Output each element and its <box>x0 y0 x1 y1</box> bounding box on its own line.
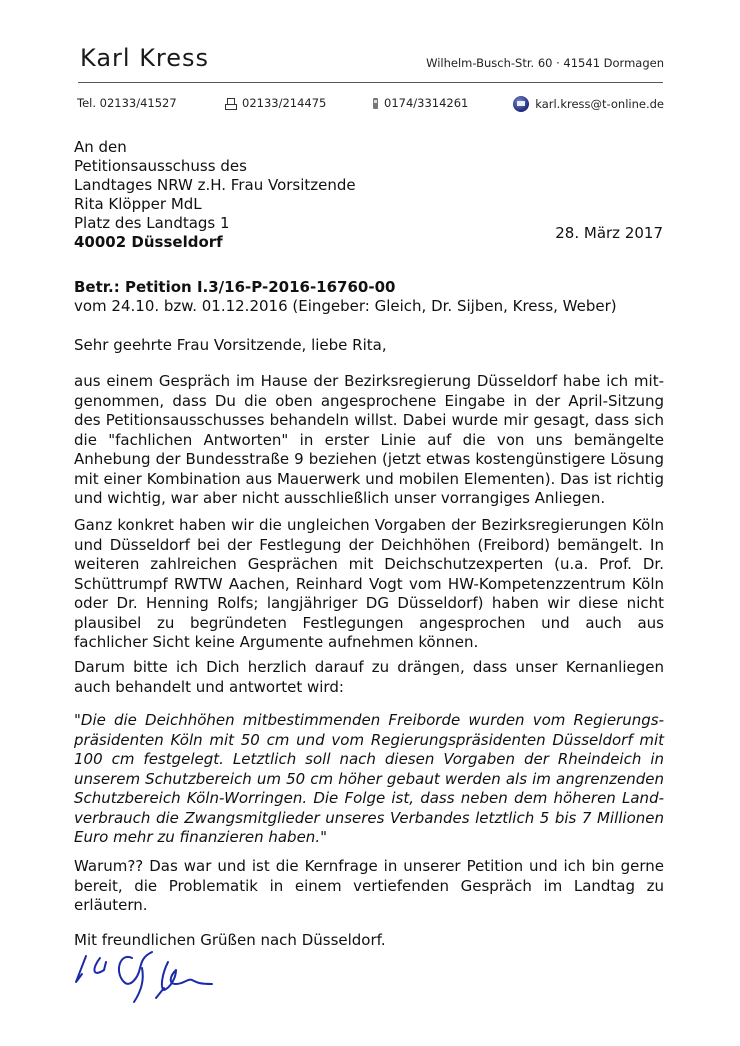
email-icon <box>513 96 529 112</box>
paragraph-5: Warum?? Das war und ist die Kernfrage in unserer Petition und ich bin gerne bereit, die Problematik in einem vertiefenden Gespräch im Landtag zu erläutern. <box>74 857 664 914</box>
contact-mobile <box>373 96 468 110</box>
recipient-address <box>74 138 356 252</box>
subject-detail: vom 24.10. bzw. 01.12.2016 (Eingeber: Gleich, Dr. Sijben, Kress, Weber) <box>74 297 617 315</box>
recipient-line: An den <box>74 138 127 156</box>
recipient-line: Landtages NRW z.H. Frau Vorsitzende <box>74 176 356 194</box>
mobile-number: 0174/3314261 <box>384 96 469 110</box>
recipient-line: Petitionsausschuss des <box>74 157 247 175</box>
recipient-city: 40002 Düsseldorf <box>74 233 223 251</box>
email-address[interactable]: karl.kress@t-online.de <box>535 97 664 111</box>
contact-telephone <box>77 96 177 110</box>
letterhead-divider <box>78 82 663 83</box>
paragraph-1: aus einem Gespräch im Hause der Bezirksregierung Düsseldorf habe ich mit-genommen, dass Du die oben angesprochene Eingabe in der April-Sitzung des Petitionsausschusses behandeln willst. Dabei wurde mir gesagt, dass sich die "fachlichen Antworten" in erster Linie auf die von uns bemängelte Anhebung der Bundesstraße 9 beziehen (jetzt etwas kostengünstigere Lösung mit einer Kombination aus Mauerwerk und mobilen Elementen). Das ist richtig und wichtig, war aber nicht ausschließlich unser vorrangiges Anliegen. <box>74 372 664 507</box>
telephone-number: Tel. 02133/41527 <box>77 96 177 110</box>
contact-fax <box>225 96 326 110</box>
paragraph-2: Ganz konkret haben wir die ungleichen Vorgaben der Bezirksregierungen Köln und Düsseldorf bei der Festlegung der Deichhöhen (Freibord) bemängelt. In weiteren zahlreichen Gesprächen mit Deichschutzexperten (u.a. Prof. Dr. Schüttrumpf RWTW Aachen, Reinhard Vogt vom HW-Kompetenzzentrum Köln oder Dr. Henning Rolfs; langjähriger DG Düsseldorf) haben wir diese nicht plausibel zu begründeten Festlegungen angesprochen und auch aus fachlicher Sicht keine Argumente aufnehmen können. <box>74 516 664 651</box>
sender-name: Karl Kress <box>80 44 210 72</box>
mobile-phone-icon <box>373 98 378 109</box>
sender-address: Wilhelm-Busch-Str. 60 · 41541 Dormagen <box>426 56 664 70</box>
fax-number: 02133/214475 <box>242 96 327 110</box>
fax-icon <box>225 98 236 109</box>
recipient-line: Rita Klöpper MdL <box>74 195 202 213</box>
letter-date: 28. März 2017 <box>555 224 663 242</box>
recipient-line: Platz des Landtags 1 <box>74 214 230 232</box>
closing: Mit freundlichen Grüßen nach Düsseldorf. <box>74 931 386 949</box>
signature-icon <box>72 948 242 1008</box>
contact-email <box>513 96 664 112</box>
salutation: Sehr geehrte Frau Vorsitzende, liebe Rita, <box>74 336 387 354</box>
quoted-core-concern: "Die die Deichhöhen mitbestimmenden Freiborde wurden vom Regierungs-präsidenten Köln mit 50 cm und vom Regierungspräsidenten Düsseldorf mit 100 cm festgelegt. Letztlich soll nach diesen Vorgaben der Rheindeich in unserem Schutzbereich um 50 cm höher gebaut werden als im angrenzenden Schutzbereich Köln-Worringen. Die Folge ist, dass neben dem höheren Land-verbrauch die Zwangsmitglieder unseres Verbandes letztlich 5 bis 7 Millionen Euro mehr zu finanzieren haben." <box>74 711 664 846</box>
paragraph-3: Darum bitte ich Dich herzlich darauf zu drängen, dass unser Kernanliegen auch behandelt und antwortet wird: <box>74 658 664 696</box>
subject-title: Betr.: Petition I.3/16-P-2016-16760-00 <box>74 278 396 296</box>
